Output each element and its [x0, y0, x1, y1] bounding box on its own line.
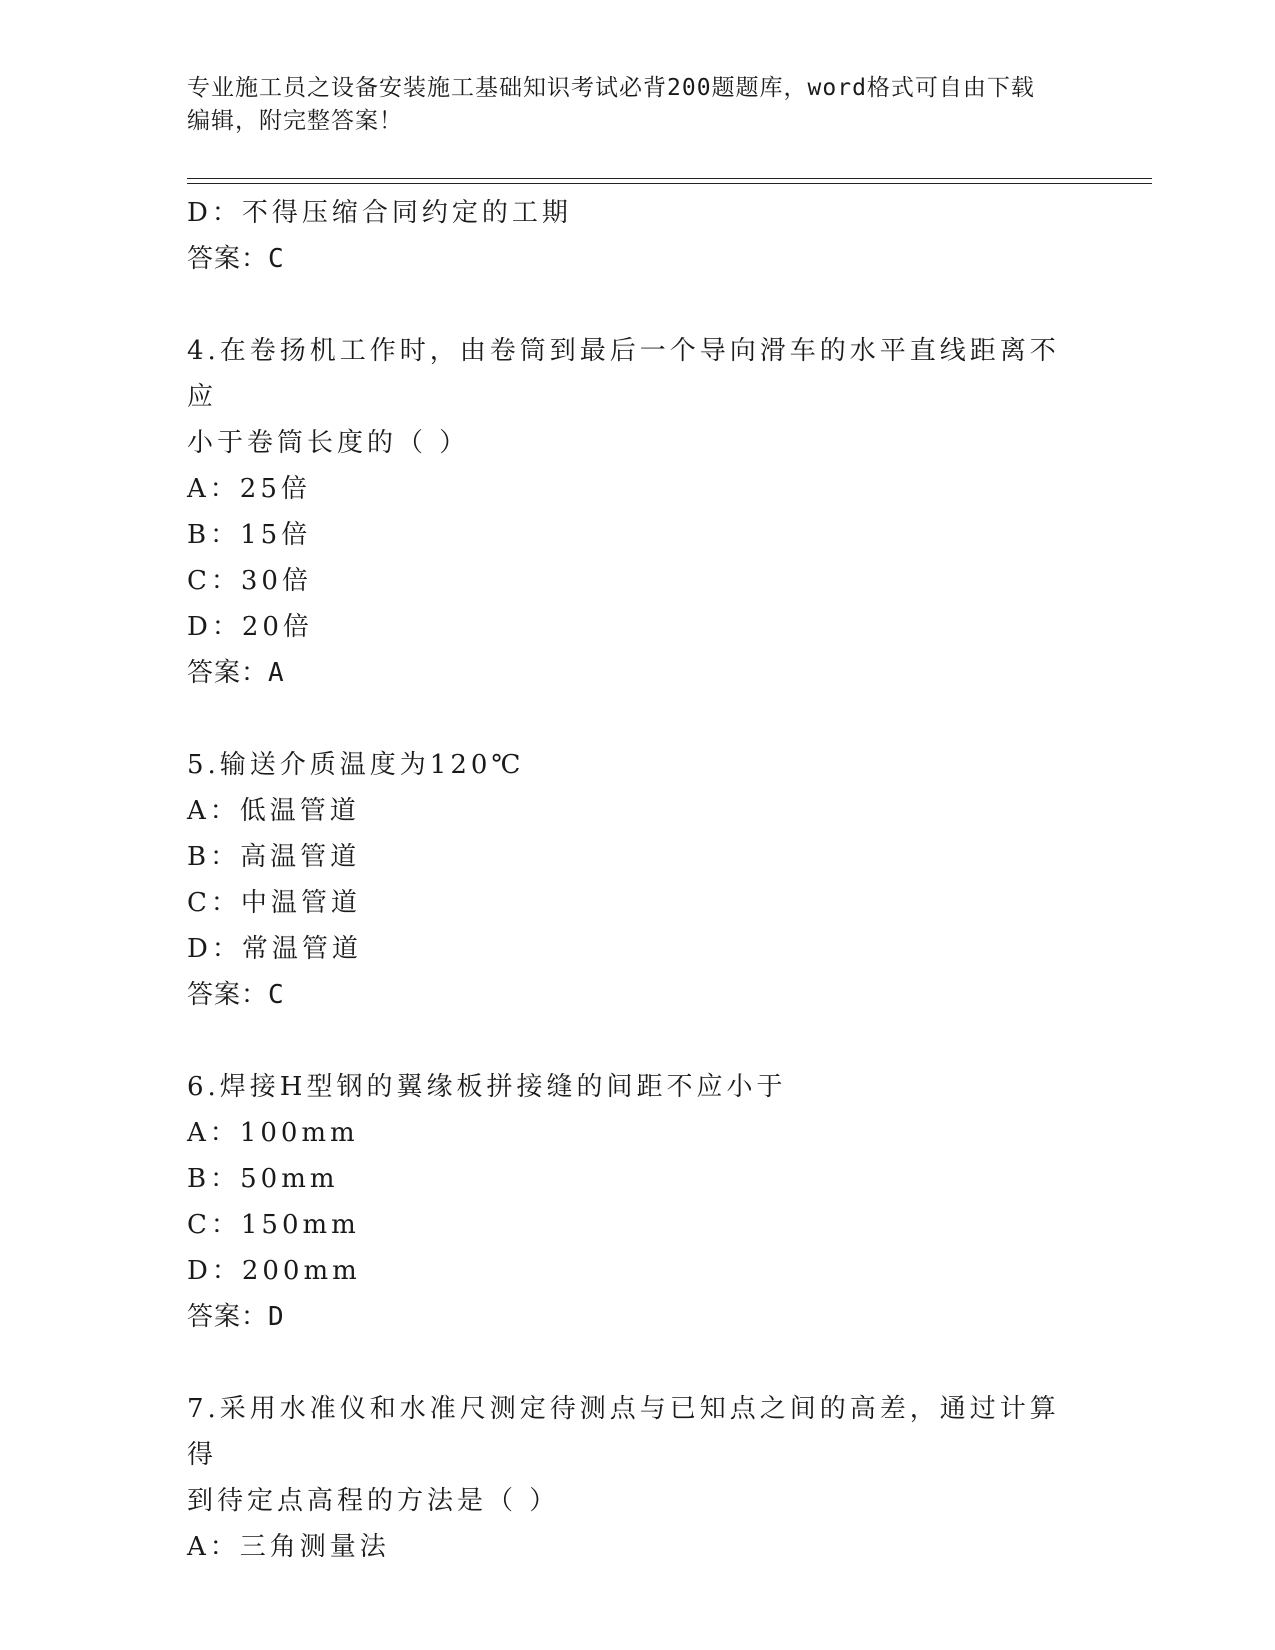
question-7-option-a: A：三角测量法	[187, 1532, 390, 1562]
header-line-2: 编辑，附完整答案！	[187, 108, 403, 134]
spacer	[187, 696, 1087, 742]
question-6-stem-line-1: 6.焊接H型钢的翼缘板拼接缝的间距不应小于	[187, 1072, 787, 1102]
question-6-option-a: A：100mm	[187, 1118, 359, 1148]
question-6-answer: 答案：D	[187, 1302, 285, 1332]
question-4-answer: 答案：A	[187, 658, 285, 688]
header-line-1: 专业施工员之设备安装施工基础知识考试必背200题题库，word格式可自由下载	[187, 75, 1035, 101]
question-4-option-d: D：20倍	[187, 612, 313, 642]
spacer	[187, 1340, 1087, 1386]
prev-answer: 答案：C	[187, 244, 285, 274]
spacer	[187, 1018, 1087, 1064]
question-4-option-a: A：25倍	[187, 474, 311, 504]
question-6-option-d: D：200mm	[187, 1256, 361, 1286]
header-rule-top	[187, 178, 1152, 179]
question-5-stem-line-1: 5.输送介质温度为120℃	[187, 750, 525, 780]
document-header	[187, 72, 1087, 138]
spacer	[187, 282, 1087, 328]
question-5-option-a: A：低温管道	[187, 796, 360, 826]
question-7-stem-line-2: 到待定点高程的方法是（ ）	[187, 1486, 560, 1516]
question-6	[187, 1064, 1087, 1110]
question-4-option-b: B：15倍	[187, 520, 312, 550]
question-4-option-c: C：30倍	[187, 566, 312, 596]
header-rule-bottom	[187, 183, 1152, 184]
question-4	[187, 328, 1087, 466]
question-5	[187, 742, 1087, 788]
document-body	[187, 190, 1087, 1570]
prev-option-d: D：不得压缩合同约定的工期	[187, 198, 572, 228]
question-7	[187, 1386, 1087, 1524]
question-4-stem-line-2: 小于卷筒长度的（ ）	[187, 428, 470, 458]
question-6-option-c: C：150mm	[187, 1210, 360, 1240]
question-7-stem-line-1: 7.采用水准仪和水准尺测定待测点与已知点之间的高差，通过计算得	[187, 1394, 1060, 1470]
question-5-answer: 答案：C	[187, 980, 285, 1010]
question-6-option-b: B：50mm	[187, 1164, 339, 1194]
question-5-option-d: D：常温管道	[187, 934, 362, 964]
question-4-stem-line-1: 4.在卷扬机工作时，由卷筒到最后一个导向滑车的水平直线距离不应	[187, 336, 1060, 412]
question-5-option-b: B：高温管道	[187, 842, 361, 872]
question-5-option-c: C：中温管道	[187, 888, 361, 918]
